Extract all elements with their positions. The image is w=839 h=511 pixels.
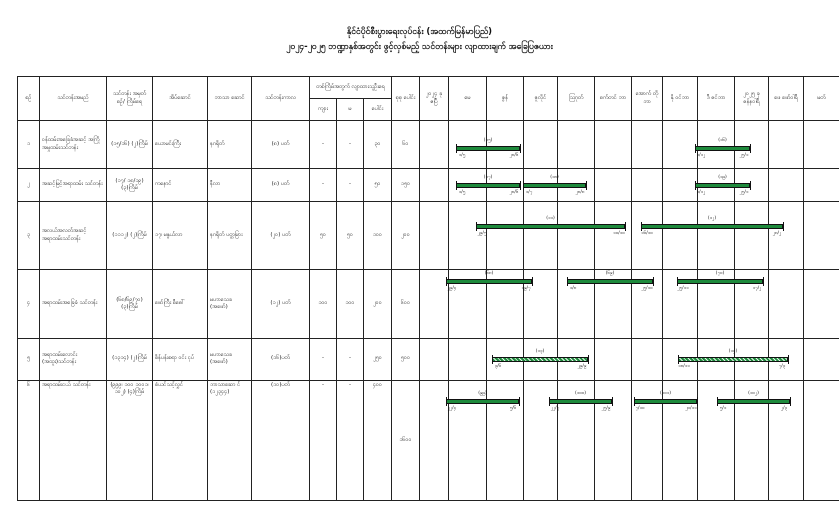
row-location: ကနောင် (153, 169, 208, 202)
row-duration: (၈) ပတ် (252, 169, 310, 202)
row-batch: (၁၅/၁၆) (၂)ကြိမ် (107, 121, 153, 169)
col-header-apr: ၂၀၂၄ ခု ဧပြီ (420, 77, 449, 121)
row-female: ၅၀ (337, 202, 364, 270)
table-row (18, 202, 839, 270)
schedule-table (17, 76, 839, 501)
col-header-jan: ၂၀၂၅ ခု ဇန်နဝါရီ (735, 77, 769, 121)
bar-end-label: ၁၉/၇ (521, 286, 531, 291)
bar-start-label: ၂၅/၁၁ (677, 286, 689, 291)
col-header-jun: ဇွန် (487, 77, 524, 121)
row-sum: ၄၀၀ (364, 380, 392, 500)
col-header-male: ကျား (310, 99, 337, 121)
row-total: ၆၀ (392, 121, 420, 169)
bar-batch-label: (၁၆) (718, 138, 727, 143)
bar-batch-label: (၁၂) (707, 216, 717, 221)
row-duration: (၁၆)ပတ် (252, 338, 310, 380)
row-location: စိန်ပန်းစရာ ဝင်း ငှပ် (153, 338, 208, 380)
row-venue: ဘာသာဆော င် (၁၂၃၄၄) (208, 380, 252, 500)
bar-batch-label: (၁၀၁) (659, 391, 672, 396)
row-course-name: အလယ်အလတ်အဆင့် အရာထမ်းသင်တန်း (40, 202, 107, 270)
bar-end-label: ၂၈/၈ (575, 190, 585, 195)
row-course-name: ဝန်ထမ်းအခြေခံအဆင့် အကြိုအမှုထမ်းသင်တန်း (40, 121, 107, 169)
bar-batch-label: (၁၇) (483, 175, 493, 180)
row-no: ၆ (18, 380, 40, 500)
document-subtitle: ၂၀၂၄-၂၀၂၅ ဘဏ္ဍာနှစ်အတွင်း ဖွင့်လှစ်မည့် သင်တန်းများ လျာထားချက် အခြေပြဇယား (286, 42, 553, 52)
row-no: ၂ (18, 169, 40, 202)
row-venue: နဂရိုတ် (208, 121, 252, 169)
col-header-duration: သင်တန်းကာလ (252, 77, 310, 121)
row-total: ၅၀၀ (392, 338, 420, 380)
row-male: ၁၀၀ (310, 270, 337, 338)
row-venue: နဂရိုတ် ပတ္တမြား (208, 202, 252, 270)
bar-batch-label: (၁၀၂) (748, 391, 759, 396)
row-batch: (၉၉၉၊ ၁၀၀ ၁၀၀၁၊ ၁၀၂) (၄)ကြိမ် (107, 380, 153, 500)
bar-batch-label: (၁၅) (483, 138, 493, 143)
bar-batch-label: (၉၉) (478, 391, 487, 396)
bar-start-label: ၂၂/၇ (550, 406, 560, 411)
bar-start-label: ၂၉/၄ (447, 286, 457, 291)
row-no: ၅ (18, 338, 40, 380)
row-sum: ၂၀၀ (364, 270, 392, 338)
bar-batch-label: (၁၉) (718, 175, 727, 180)
col-header-nov: နို ဝင်ဘာ (663, 77, 698, 121)
bar-end-label: ၁၀/၁၀ (613, 231, 625, 236)
col-header-aug: ဩဂုတ် (558, 77, 595, 121)
bar-end-label: ၂၈/၂ (772, 231, 782, 236)
col-header-no: စဉ် (18, 77, 40, 121)
bar-batch-label: (၁၈) (550, 175, 559, 180)
bar-start-label: ၁/၈ (569, 286, 577, 291)
col-header-may: မေ (449, 77, 487, 121)
row-batch: (၆၈/၆၉/၇၀) (၃)ကြိမ် (107, 270, 153, 338)
row-batch: (၁၇/ ၁၈/၁၉) (၃)ကြိမ် (107, 169, 153, 202)
bar-batch-label: (၆၈) (484, 271, 494, 276)
bar-start-label: ၂၂/၄ (447, 406, 457, 411)
bar-batch-label: (၆၉) (605, 271, 615, 276)
col-header-oct: အောက် တိုဘာ (632, 77, 663, 121)
row-no: ၃ (18, 202, 40, 270)
row-male: - (310, 121, 337, 169)
row-location: ဖော်ကြီး စီဓေါ် (153, 270, 208, 338)
row-no: ၁ (18, 121, 40, 169)
row-no: ၄ (18, 270, 40, 338)
row-sum: ၂၅၀ (364, 338, 392, 380)
bar-end-label: ၂၅/၉ (601, 406, 611, 411)
row-course-name: အရာထမ်းငယ် သင်တန်း (40, 380, 107, 500)
row-venue: မဟာသေခ (အဖော်) (208, 338, 252, 380)
row-male: ၅၀ (310, 202, 337, 270)
bar-batch-label: (၁၃) (535, 349, 545, 354)
bar-start-label: ၁/၁၂ (696, 153, 706, 158)
col-header-total: စုစု ပေါင်း (392, 77, 420, 121)
row-venue: နီလာ (208, 169, 252, 202)
bar-batch-label: (၁၀၀) (574, 391, 587, 396)
bar-end-label: ၂/၃ (780, 406, 788, 411)
bar-end-label: ၁၇/၂ (752, 286, 762, 291)
table-row (18, 338, 839, 380)
row-duration: (၈) ပတ် (252, 121, 310, 169)
col-header-sum: ပေါင်း (364, 99, 392, 121)
row-venue: မဟာသေခ (အဖော်) (208, 270, 252, 338)
bar-start-label: ၇/၁၀ (635, 406, 645, 411)
col-header-venue: ဘာသာ ဆောင် (208, 77, 252, 121)
row-course-name: အဆင့်မြင့်အရာထမ်း သင်တန်း (40, 169, 107, 202)
row-duration: (၁၂) ပတ် (252, 270, 310, 338)
row-sum: ၁၀၀ (364, 202, 392, 270)
document-title: နိုင်ငံပိုင်စီးပွားရေးလုပ်ငန်း (အထက်မြန်မာပြည်) (346, 27, 493, 37)
table-row (18, 169, 839, 202)
row-course-name: အရာထမ်းအခြေခံ သင်တန်း (40, 270, 107, 338)
bar-end-label: ၂၉/၉ (577, 364, 587, 369)
bar-batch-label: (၁၄) (728, 349, 738, 354)
row-total: ၂၀၀ (392, 202, 420, 270)
bar-end-label: ၂၅/၁ (739, 190, 749, 195)
bar-batch-label: (၇၀) (715, 271, 725, 276)
row-duration: (၂၀) ပတ် (252, 202, 310, 270)
bar-end-label: ၂၈/၆ (509, 190, 519, 195)
bar-end-label: ၂၀/၁၁ (685, 406, 697, 411)
row-batch: (၁၃၁၄) (၂)ကြိမ် (107, 338, 153, 380)
bar-start-label: ၁၈/၁၁ (678, 364, 690, 369)
table-row (18, 121, 839, 169)
table-row (18, 270, 839, 338)
col-header-female: မ (337, 99, 364, 121)
col-header-course: သင်တန်းအမည် (40, 77, 107, 121)
row-course-name: အရာထမ်းလောင်း (အထူး)သင်တန်း (40, 338, 107, 380)
row-batch: (၁၁၁၂) (၂)ကြိမ် (107, 202, 153, 270)
row-female: - (337, 121, 364, 169)
col-header-mar: မတ် (804, 77, 839, 121)
row-male: - (310, 169, 337, 202)
row-sum: ၃၀ (364, 121, 392, 169)
col-header-batch: သင်တန်း အမှတ်စဉ်/ ကြိမ်ရေ (107, 77, 153, 121)
row-location: ယောမင်းကြီး (153, 121, 208, 169)
bar-start-label: ၁/၇ (525, 190, 533, 195)
bar-end-label: ၂၈/၆ (509, 153, 519, 158)
row-location: စံယင်သင့်လွှင် (153, 380, 208, 500)
row-total: ၁၆၀၀ (392, 380, 420, 500)
bar-batch-label: (၁၁) (546, 216, 555, 221)
bar-start-label: ၅/၁ (719, 406, 727, 411)
bar-start-label: ၁/၅ (458, 190, 466, 195)
row-female: - (337, 169, 364, 202)
row-male: - (310, 338, 337, 380)
row-sum: ၅၀ (364, 169, 392, 202)
table-row (18, 380, 839, 500)
row-total: ၁၅၀ (392, 169, 420, 202)
bar-start-label: ၃/၆ (494, 364, 502, 369)
bar-start-label: ၁၆/၁၀ (641, 231, 653, 236)
col-header-location: အိပ်ဆောင် (153, 77, 208, 121)
bar-start-label: ၁/၅ (458, 153, 466, 158)
bar-start-label: ၂၉/၅ (477, 231, 487, 236)
col-header-sep: စက်တင် ဘာ (595, 77, 632, 121)
row-female: ၁၀၀ (337, 270, 364, 338)
col-header-feb: ဖေ ဖော်ဝါရီ (769, 77, 804, 121)
row-female: - (337, 380, 364, 500)
row-location: ၁၇၊ မနွယ်လာ (153, 202, 208, 270)
col-header-jul: ဇူလိုင် (524, 77, 558, 121)
col-header-dec: ဒီ ဇင်ဘာ (698, 77, 735, 121)
row-total: ၆၀၀ (392, 270, 420, 338)
bar-end-label: ၂၅/၁ (739, 153, 749, 158)
bar-start-label: ၁/၁၂ (696, 190, 706, 195)
bar-end-label: ၂၅/၁၀ (641, 286, 653, 291)
bar-end-label: ၇/၃ (778, 364, 786, 369)
bar-end-label: ၅/၆ (509, 406, 517, 411)
row-male: - (310, 380, 337, 500)
row-female: - (337, 338, 364, 380)
col-header-trainees: တစ်ကြိမ်အတွက် လျာထားသူဦးရေ (310, 77, 392, 99)
row-duration: (၁၀)ပတ် (252, 380, 310, 500)
